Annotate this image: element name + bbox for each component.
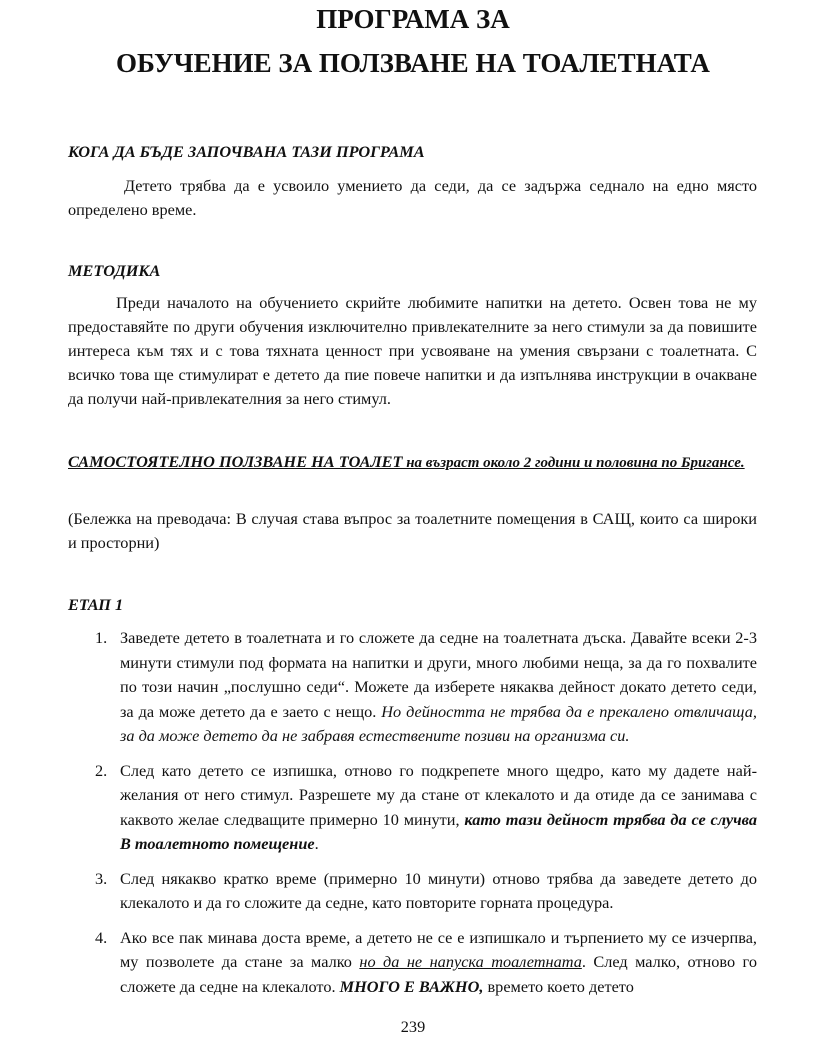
item-text: времето което детето xyxy=(483,976,634,996)
item-text-bold-italic: МНОГО Е ВАЖНО, xyxy=(339,976,484,996)
item-text: След като детето се изпишка, отново го подкрепете много щедро, като му дадете най-желания от него стимул. Разрешете му да стане от клекалото и да отиде да се занимава с каквото желае следващите примерно 10 минути, xyxy=(120,760,757,829)
item-number: 1. xyxy=(95,628,108,647)
section-heading-when: КОГА ДА БЪДЕ ЗАПОЧВАНА ТАЗИ ПРОГРАМА xyxy=(68,142,425,161)
heading-main: САМОСТОЯТЕЛНО ПОЛЗВАНЕ НА ТОАЛЕТ xyxy=(68,452,403,471)
list-item xyxy=(68,867,757,916)
translator-note: (Бележка на преводача: В случая става въпрос за тоалетните помещения в САЩ, които са широки и просторни) xyxy=(68,509,757,552)
section-heading-method: МЕТОДИКА xyxy=(68,261,161,280)
page-title-line-1: ПРОГРАМА ЗА xyxy=(316,4,510,34)
section-text-when: Детето трябва да е усвоило умението да седи, да се задържа седнало на едно място определено време. xyxy=(68,176,757,219)
stage-heading: ЕТАП 1 xyxy=(68,595,124,614)
item-number: 2. xyxy=(95,760,108,780)
item-text: . xyxy=(314,834,319,853)
heading-rest: на възраст около 2 години и половина по Бригансе. xyxy=(402,455,745,471)
page-number: 239 xyxy=(400,1017,426,1036)
list-item xyxy=(68,926,757,1000)
item-text: Заведете детето в тоалетната и го сложете да седне на тоалетната дъска. Давайте всеки 2-3 минути стимули под формата на напитки и други, много любими неща, за да го похвалите по този начин „послушно седи“. Можете да изберете някаква дейност докато детето седи, за да може детето да е заето с нещо. xyxy=(120,628,757,721)
item-number: 3. xyxy=(95,868,108,888)
item-text-italic: Но дейността не трябва да е прекалено отвличаща, за да може детето да не забравя естествените позиви на организма си. xyxy=(120,701,757,745)
section-text-method: Преди началото на обучението скрийте любимите напитки на детето. Освен това не му предоставяйте по други обучения изключително привлекателните за него стимули за да повишите интереса към тях и с това тяхната ценност при усвояване на умения свързани с тоалетната. С всичко това ще стимулират е детето да пие повече напитки и да изпълнява инструкции в очакване да получи най-привлекателния за него стимул. xyxy=(68,293,757,408)
list-item xyxy=(68,626,757,749)
item-number: 4. xyxy=(95,927,108,947)
item-text: Ако все пак минава доста време, а детето не се е изпишкало и търпението му се изчерпва, му позволете да стане за малко xyxy=(120,927,757,971)
item-text-bold-italic: като тази дейност трябва да се случва В тоалетното помещение xyxy=(120,809,757,853)
page-title-line-2: ОБУЧЕНИЕ ЗА ПОЛЗВАНЕ НА ТОАЛЕТНАТА xyxy=(116,48,710,78)
section-heading-independent xyxy=(68,450,757,475)
list-item xyxy=(68,759,757,857)
item-text: . След малко, отново го сложете да седне на клекалото. xyxy=(120,952,757,996)
item-text: След някакво кратко време (примерно 10 минути) отново трябва да заведете детето до клекалото и да го сложите да седне, като повторите горната процедура. xyxy=(120,868,757,912)
item-text-italic-underlined: но да не напуска тоалетната xyxy=(359,952,582,971)
stage-steps-list xyxy=(68,626,757,1009)
